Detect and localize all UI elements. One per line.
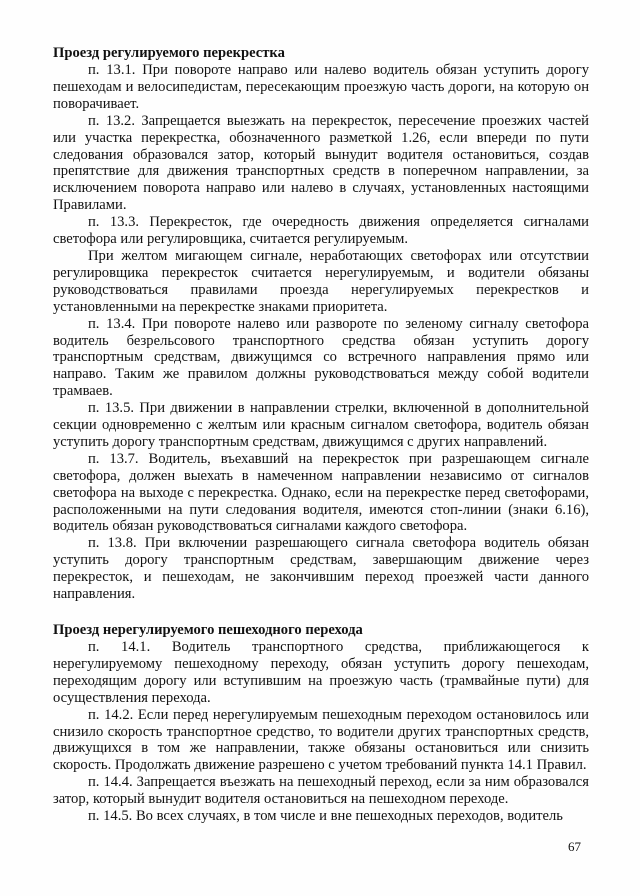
- section-unregulated-crossing: [53, 622, 589, 825]
- paragraph-13-5: п. 13.5. При движении в направлении стрелки, включенной в дополнительной секции одновременно с желтым или красным сигналом светофора, водитель обязан уступить дорогу транспортным средствам, движущимся с других направлений.: [53, 400, 589, 450]
- section-regulated-intersection: [53, 45, 589, 603]
- paragraph-13-3-note: При желтом мигающем сигнале, неработающих светофорах или отсутствии регулировщика перекресток считается нерегулируемым, и водители обязаны руководствоваться правилами проезда нерегулируемых перекрестков и установленными на перекрестке знаками приоритета.: [53, 247, 589, 315]
- paragraph-14-5: п. 14.5. Во всех случаях, в том числе и вне пешеходных переходов, водитель: [88, 808, 563, 825]
- section-title: Проезд регулируемого перекрестка: [53, 45, 285, 61]
- paragraph-14-1: п. 14.1. Водитель транспортного средства, приближающегося к нерегулируемому пешеходному переходу, обязан уступить дорогу пешеходам, переходящим дорогу или вступившим на проезжую часть (трамвайные пути) для осуществления перехода.: [53, 639, 589, 706]
- paragraph-13-8: п. 13.8. При включении разрешающего сигнала светофора водитель обязан уступить дорогу транспортным средствам, завершающим движение через перекресток, и пешеходам, не закончившим переход проезжей части данного направления.: [53, 535, 589, 603]
- page-number: 67: [568, 839, 581, 854]
- paragraph-14-2: п. 14.2. Если перед нерегулируемым пешеходным переходом остановилось или снизило скорость транспортное средство, то водители других транспортных средств, движущихся в том же направлении, также обязаны остановиться или снизить скорость. Продолжать движение разрешено с учетом требований пункта 14.1 Правил.: [53, 706, 589, 774]
- section-title: Проезд нерегулируемого пешеходного перехода: [53, 622, 363, 638]
- page-content: [53, 45, 589, 825]
- paragraph-13-2: п. 13.2. Запрещается выезжать на перекресток, пересечение проезжих частей или участка перекрестка, обозначенного разметкой 1.26, если впереди по пути следования образовался затор, который вынудит водителя остановиться, создав препятствие для движения транспортных средств в поперечном направлении, за исключением поворота направо или налево в случаях, установленных настоящими Правилами.: [53, 112, 589, 214]
- paragraph-13-3: п. 13.3. Перекресток, где очередность движения определяется сигналами светофора или регулировщика, считается регулируемым.: [53, 214, 589, 248]
- paragraph-14-4: п. 14.4. Запрещается въезжать на пешеходный переход, если за ним образовался затор, который вынудит водителя остановиться на пешеходном переходе.: [53, 774, 589, 808]
- paragraph-13-7: п. 13.7. Водитель, въехавший на перекресток при разрешающем сигнале светофора, должен выехать в намеченном направлении независимо от сигналов светофора на выходе с перекрестка. Однако, если на перекрестке перед светофорами, расположенными на пути следования водителя, имеются стоп-линии (знаки 6.16), водитель обязан руководствоваться сигналами каждого светофора.: [53, 450, 589, 535]
- paragraph-13-1: п. 13.1. При повороте направо или налево водитель обязан уступить дорогу пешеходам и велосипедистам, пересекающим проезжую часть дороги, на которую он поворачивает.: [53, 62, 589, 112]
- paragraph-13-4: п. 13.4. При повороте налево или развороте по зеленому сигналу светофора водитель безрельсового транспортного средства обязан уступить дорогу транспортным средствам, движущимся со встречного направления прямо или направо. Таким же правилом должны руководствоваться между собой водители трамваев.: [53, 315, 589, 400]
